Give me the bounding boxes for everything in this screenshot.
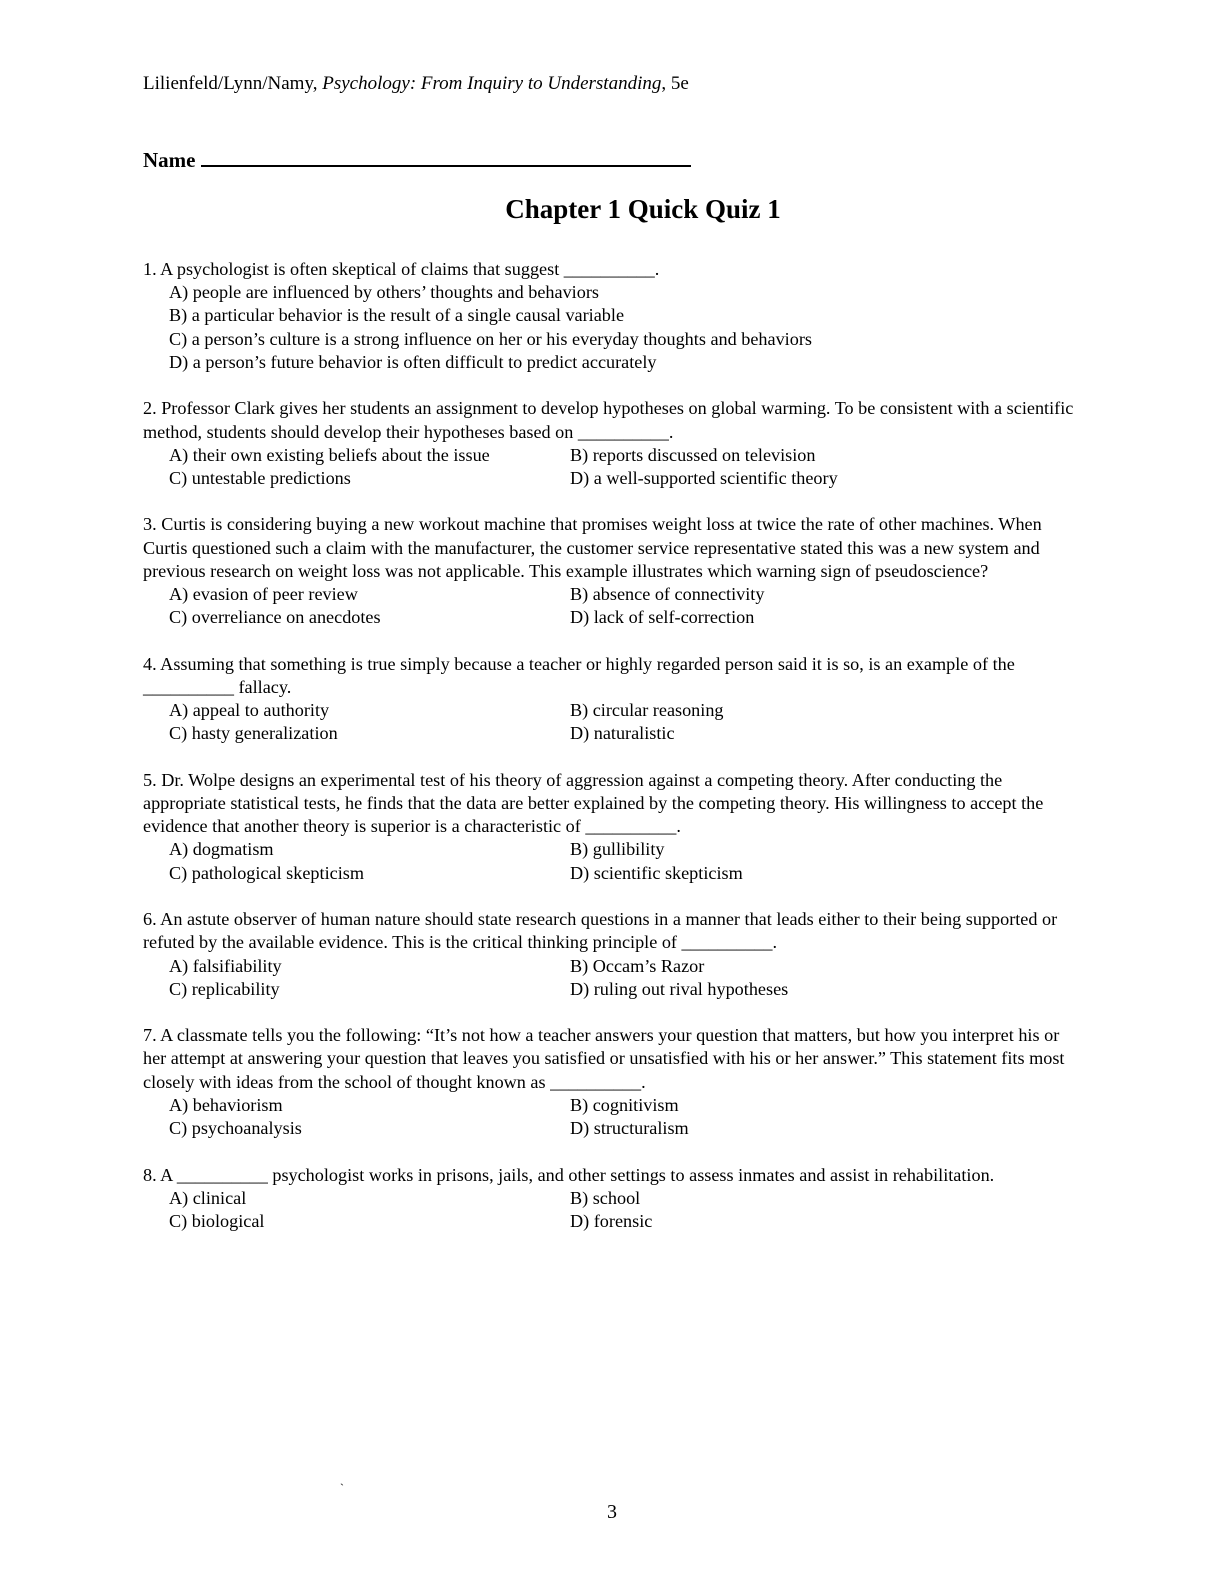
- answer-options: [143, 444, 1083, 490]
- name-blank-line: [201, 143, 691, 167]
- answer-option: B) circular reasoning: [570, 700, 724, 721]
- stray-mark: `: [340, 1481, 344, 1495]
- answer-option: B) Occam’s Razor: [570, 955, 705, 976]
- answer-option: A) their own existing beliefs about the issue: [169, 444, 490, 465]
- answer-option: C) psychoanalysis: [169, 1118, 302, 1139]
- answer-option: A) behaviorism: [169, 1094, 283, 1115]
- running-header: [143, 72, 689, 96]
- answer-option: B) cognitivism: [570, 1094, 679, 1115]
- question-item: [143, 769, 1083, 885]
- question-item: [143, 653, 1083, 746]
- header-edition: , 5e: [661, 73, 689, 94]
- question-stem: 6. An astute observer of human nature should state research questions in a manner that leads either to their being supported or refuted by the available evidence. This is the critical thinking principle of __________.: [143, 909, 1058, 953]
- answer-option: D) scientific skepticism: [570, 862, 743, 883]
- answer-option: B) a particular behavior is the result of a single causal variable: [169, 305, 625, 326]
- question-stem: 8. A __________ psychologist works in prisons, jails, and other settings to assess inmates and assist in rehabilitation.: [143, 1164, 995, 1185]
- answer-option: A) evasion of peer review: [169, 584, 358, 605]
- question-item: [143, 397, 1083, 490]
- answer-options: [143, 1187, 1083, 1233]
- answer-option: D) a person’s future behavior is often difficult to predict accurately: [169, 351, 657, 372]
- answer-option: A) dogmatism: [169, 839, 274, 860]
- question-stem: 3. Curtis is considering buying a new workout machine that promises weight loss at twice the rate of other machines. When Curtis questioned such a claim with the manufacturer, the customer service representative stated this was a new system and previous research on weight loss was not applicable. This example illustrates which warning sign of pseudoscience?: [143, 514, 1042, 581]
- question-stem: 7. A classmate tells you the following: “It’s not how a teacher answers your question that matters, but how you interpret his or her attempt at answering your question that leaves you satisfied or unsatisfied with his or her answer.” This statement fits most closely with ideas from the school of thought known as __________.: [143, 1025, 1065, 1092]
- header-authors: Lilienfeld/Lynn/Namy,: [143, 73, 323, 94]
- question-item: [143, 1164, 1083, 1234]
- answer-option: C) pathological skepticism: [169, 862, 364, 883]
- answer-option: C) replicability: [169, 978, 280, 999]
- quiz-title: Chapter 1 Quick Quiz 1: [505, 194, 781, 224]
- question-item: [143, 513, 1083, 629]
- question-stem: 1. A psychologist is often skeptical of claims that suggest __________.: [143, 259, 660, 279]
- answer-options: [143, 1094, 1083, 1140]
- answer-option: B) school: [570, 1187, 641, 1208]
- answer-option: D) a well-supported scientific theory: [570, 467, 838, 488]
- answer-option: D) lack of self-correction: [570, 607, 755, 628]
- page-number: 3: [607, 1501, 617, 1523]
- answer-option: C) overreliance on anecdotes: [169, 607, 381, 628]
- answer-options: [143, 699, 1083, 745]
- answer-options: [143, 838, 1083, 884]
- answer-options: [143, 281, 1083, 374]
- answer-option: A) people are influenced by others’ thoughts and behaviors: [169, 282, 599, 303]
- answer-option: A) appeal to authority: [169, 700, 330, 721]
- header-book-title: Psychology: From Inquiry to Understanding: [322, 73, 662, 94]
- answer-option: A) falsifiability: [169, 955, 282, 976]
- name-label: Name: [143, 148, 196, 172]
- answer-option: B) absence of connectivity: [570, 584, 765, 605]
- answer-option: C) a person’s culture is a strong influence on her or his everyday thoughts and behaviors: [169, 328, 812, 349]
- question-stem: 2. Professor Clark gives her students an assignment to develop hypotheses on global warming. To be consistent with a scientific method, students should develop their hypotheses based on __________.: [143, 398, 1074, 442]
- question-stem: 4. Assuming that something is true simply because a teacher or highly regarded person said it is so, is an example of the __________ fallacy.: [143, 653, 1015, 697]
- answer-options: [143, 955, 1083, 1001]
- answer-option: C) hasty generalization: [169, 723, 338, 744]
- answer-option: D) forensic: [570, 1210, 653, 1231]
- question-list: [143, 258, 1083, 1256]
- answer-option: D) ruling out rival hypotheses: [570, 978, 789, 999]
- answer-options: [143, 583, 1083, 629]
- answer-option: C) untestable predictions: [169, 467, 351, 488]
- question-item: [143, 1024, 1083, 1140]
- answer-option: B) gullibility: [570, 839, 665, 860]
- answer-option: A) clinical: [169, 1187, 247, 1208]
- answer-option: B) reports discussed on television: [570, 444, 816, 465]
- answer-option: C) biological: [169, 1210, 265, 1231]
- question-stem: 5. Dr. Wolpe designs an experimental test of his theory of aggression against a competing theory. After conducting the appropriate statistical tests, he finds that the data are better explained by the competing theory. His willingness to accept the evidence that another theory is superior is a characteristic of __________.: [143, 769, 1044, 837]
- answer-option: D) naturalistic: [570, 723, 675, 744]
- question-item: [143, 908, 1083, 1001]
- answer-option: D) structuralism: [570, 1118, 689, 1139]
- question-item: [143, 258, 1083, 374]
- name-field: [143, 143, 691, 174]
